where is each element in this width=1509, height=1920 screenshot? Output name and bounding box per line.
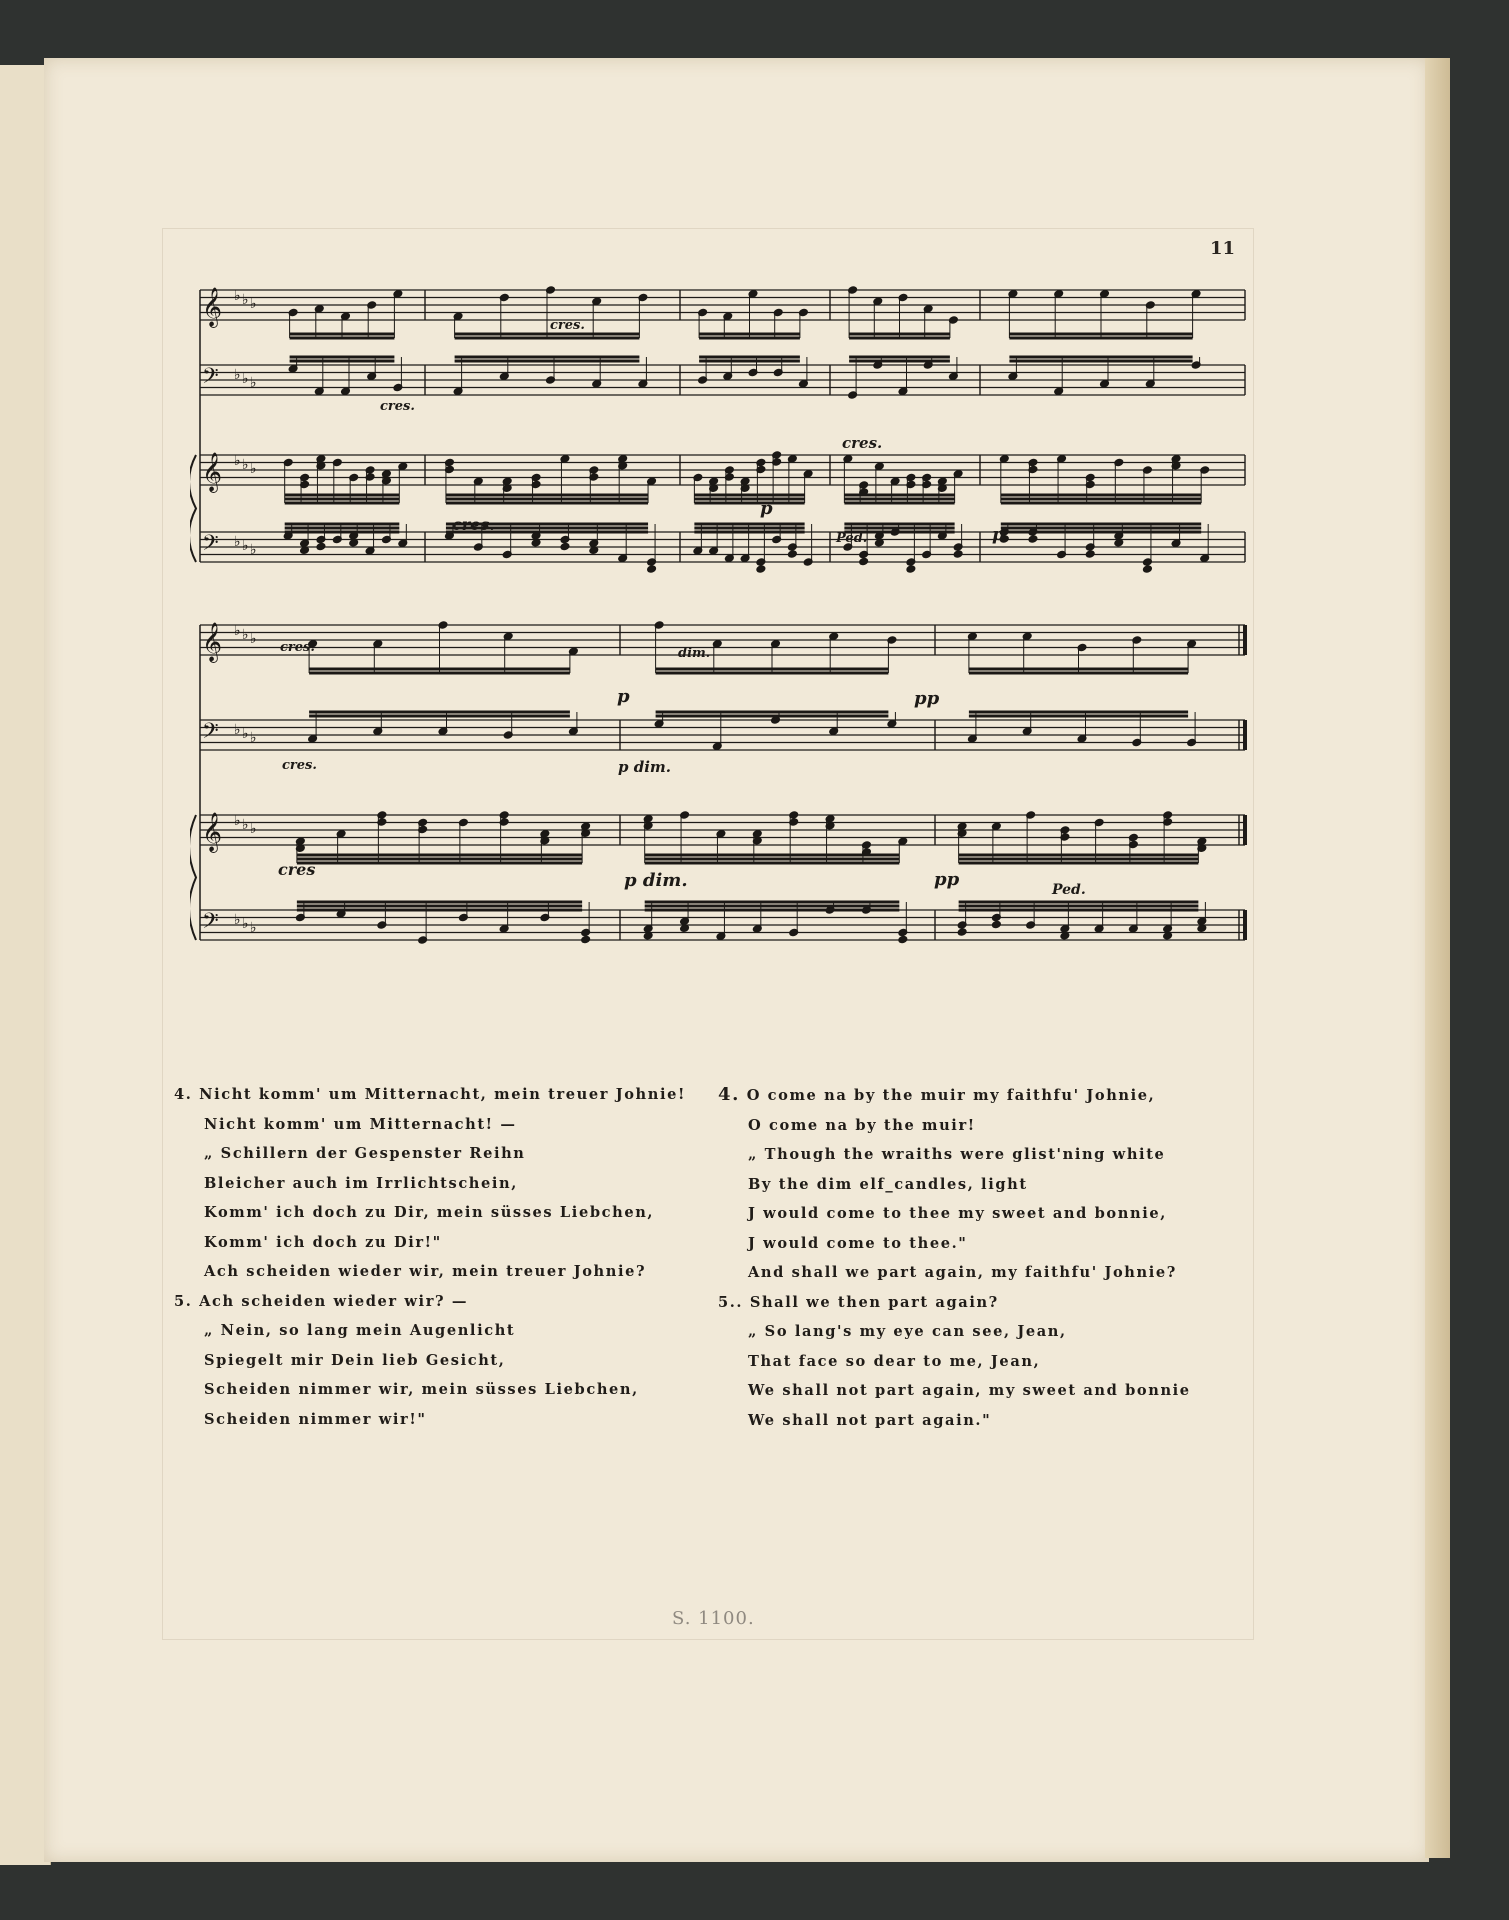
notehead: [898, 935, 908, 944]
verse-line: We shall not part again.": [748, 1411, 992, 1429]
bass-clef-icon: 𝄢: [202, 719, 219, 749]
flat-icon: ♭: [242, 817, 249, 833]
notehead: [957, 928, 967, 937]
flat-icon: ♭: [250, 461, 257, 477]
notehead: [316, 542, 326, 551]
verse-line: Spiegelt mir Dein lieb Gesicht,: [204, 1351, 506, 1369]
dyn-voice-pp: pp: [914, 688, 940, 709]
notehead: [581, 935, 591, 944]
dyn-voice-dim: dim.: [678, 646, 711, 661]
dyn-violin-cres-2: cres.: [282, 758, 317, 773]
dyn-piano-cres-3: cres: [278, 860, 316, 879]
verse-line: O come na by the muir!: [748, 1116, 976, 1134]
flat-icon: ♭: [242, 627, 249, 643]
notehead: [787, 550, 797, 559]
flat-icon: ♭: [234, 623, 241, 639]
flat-icon: ♭: [234, 453, 241, 469]
page-edge-shadow: [1425, 58, 1450, 1858]
notehead: [756, 565, 766, 574]
notehead: [1142, 565, 1152, 574]
dyn-voice-cres: cres.: [550, 318, 585, 333]
verse-line: 4. O come na by the muir my faithfu' Johnie,: [718, 1084, 1156, 1105]
dyn-voice-p: p: [617, 686, 630, 707]
flat-icon: ♭: [250, 375, 257, 391]
flat-icon: ♭: [242, 457, 249, 473]
bass-clef-icon: 𝄢: [202, 909, 219, 939]
verse-number: 4.: [174, 1086, 193, 1103]
verse-number: 5.: [174, 1292, 193, 1310]
dyn-piano-p-dim: p dim.: [624, 870, 688, 891]
notehead: [953, 550, 963, 559]
verse-number: 5..: [718, 1293, 744, 1311]
german-verse-5: [174, 1287, 686, 1435]
flat-icon: ♭: [234, 367, 241, 383]
verse-line: We shall not part again, my sweet and bonnie: [748, 1382, 1191, 1399]
treble-clef-icon: 𝄞: [202, 287, 223, 327]
german-verses: [174, 1080, 686, 1434]
flat-icon: ♭: [242, 916, 249, 932]
notehead: [647, 565, 657, 574]
verse-line: By the dim elf_candles, light: [748, 1175, 1028, 1193]
piano-brace: [190, 815, 196, 940]
verse-line: 5. Ach scheiden wieder wir? —: [174, 1292, 469, 1310]
flat-icon: ♭: [242, 538, 249, 554]
verse-line: „ So lang's my eye can see, Jean,: [748, 1323, 1067, 1340]
flat-icon: ♭: [234, 288, 241, 304]
notehead: [1085, 550, 1095, 559]
verse-line: Komm' ich doch zu Dir, mein süsses Liebchen,: [204, 1204, 655, 1221]
bass-clef-icon: 𝄢: [202, 364, 219, 394]
dyn-piano-cres-1: cres.: [452, 515, 495, 534]
flat-icon: ♭: [250, 631, 257, 647]
notehead: [859, 557, 869, 566]
dynamics: [278, 318, 1086, 898]
dyn-piano-p-1: p: [760, 498, 773, 519]
notehead: [1028, 535, 1038, 544]
verse-line: Nicht komm' um Mitternacht! —: [204, 1115, 517, 1133]
plate-number: S. 1100.: [672, 1608, 755, 1629]
dyn-piano-cres-2: cres.: [842, 434, 883, 452]
flat-icon: ♭: [250, 296, 257, 312]
dyn-piano-pp: pp: [934, 869, 960, 890]
verse-line: Bleicher auch im Irrlichtschein,: [204, 1174, 518, 1192]
bass-clef-icon: 𝄢: [202, 531, 219, 561]
english-verse-5: [718, 1288, 1191, 1436]
treble-clef-icon: 𝄞: [202, 812, 223, 852]
verse-line: Ach scheiden wieder wir, mein treuer Johnie?: [204, 1263, 647, 1280]
piano-brace: [190, 455, 196, 562]
verse-line: J would come to thee.": [748, 1234, 968, 1252]
page-number: 11: [1210, 238, 1236, 259]
flat-icon: ♭: [250, 730, 257, 746]
verse-line: Komm' ich doch zu Dir!": [204, 1233, 442, 1251]
german-verse-4: [174, 1080, 686, 1287]
verse-line: 4. Nicht komm' um Mitternacht, mein treuer Johnie!: [174, 1086, 686, 1103]
notehead: [560, 542, 570, 551]
flat-icon: ♭: [234, 912, 241, 928]
dyn-piano-p-2: p: [992, 524, 1005, 545]
notehead: [991, 920, 1001, 929]
music-score: [190, 270, 1250, 990]
treble-clef-icon: 𝄞: [202, 622, 223, 662]
flat-icon: ♭: [234, 534, 241, 550]
verse-line: Scheiden nimmer wir, mein süsses Liebchen,: [204, 1381, 639, 1398]
verse-line: „ Nein, so lang mein Augenlicht: [204, 1322, 516, 1339]
verse-line: „ Schillern der Gespenster Reihn: [204, 1145, 526, 1162]
verse-line: Scheiden nimmer wir!": [204, 1410, 427, 1428]
flat-icon: ♭: [234, 722, 241, 738]
dyn-violin-cres: cres.: [380, 399, 415, 414]
dyn-voice-cres-2: cres.: [280, 640, 315, 655]
dyn-violin-p-dim: p dim.: [618, 758, 671, 776]
flat-icon: ♭: [242, 292, 249, 308]
flat-icon: ♭: [250, 821, 257, 837]
dyn-ped-1: Ped.: [836, 531, 868, 546]
flat-icon: ♭: [242, 726, 249, 742]
verse-line: That face so dear to me, Jean,: [748, 1352, 1041, 1370]
dyn-ped-2: Ped.: [1052, 882, 1086, 898]
verse-number: 4.: [718, 1084, 740, 1105]
flat-icon: ♭: [250, 542, 257, 558]
flat-icon: ♭: [242, 371, 249, 387]
english-verses: [718, 1080, 1191, 1435]
verse-line: J would come to thee my sweet and bonnie,: [748, 1205, 1167, 1222]
verse-line: 5.. Shall we then part again?: [718, 1293, 999, 1311]
verse-line: „ Though the wraiths were glist'ning white: [748, 1146, 1166, 1163]
flat-icon: ♭: [234, 813, 241, 829]
english-verse-4: [718, 1080, 1191, 1288]
verse-line: And shall we part again, my faithfu' Johnie?: [748, 1264, 1177, 1281]
notehead: [906, 565, 916, 574]
treble-clef-icon: 𝄞: [202, 452, 223, 492]
flat-icon: ♭: [250, 920, 257, 936]
